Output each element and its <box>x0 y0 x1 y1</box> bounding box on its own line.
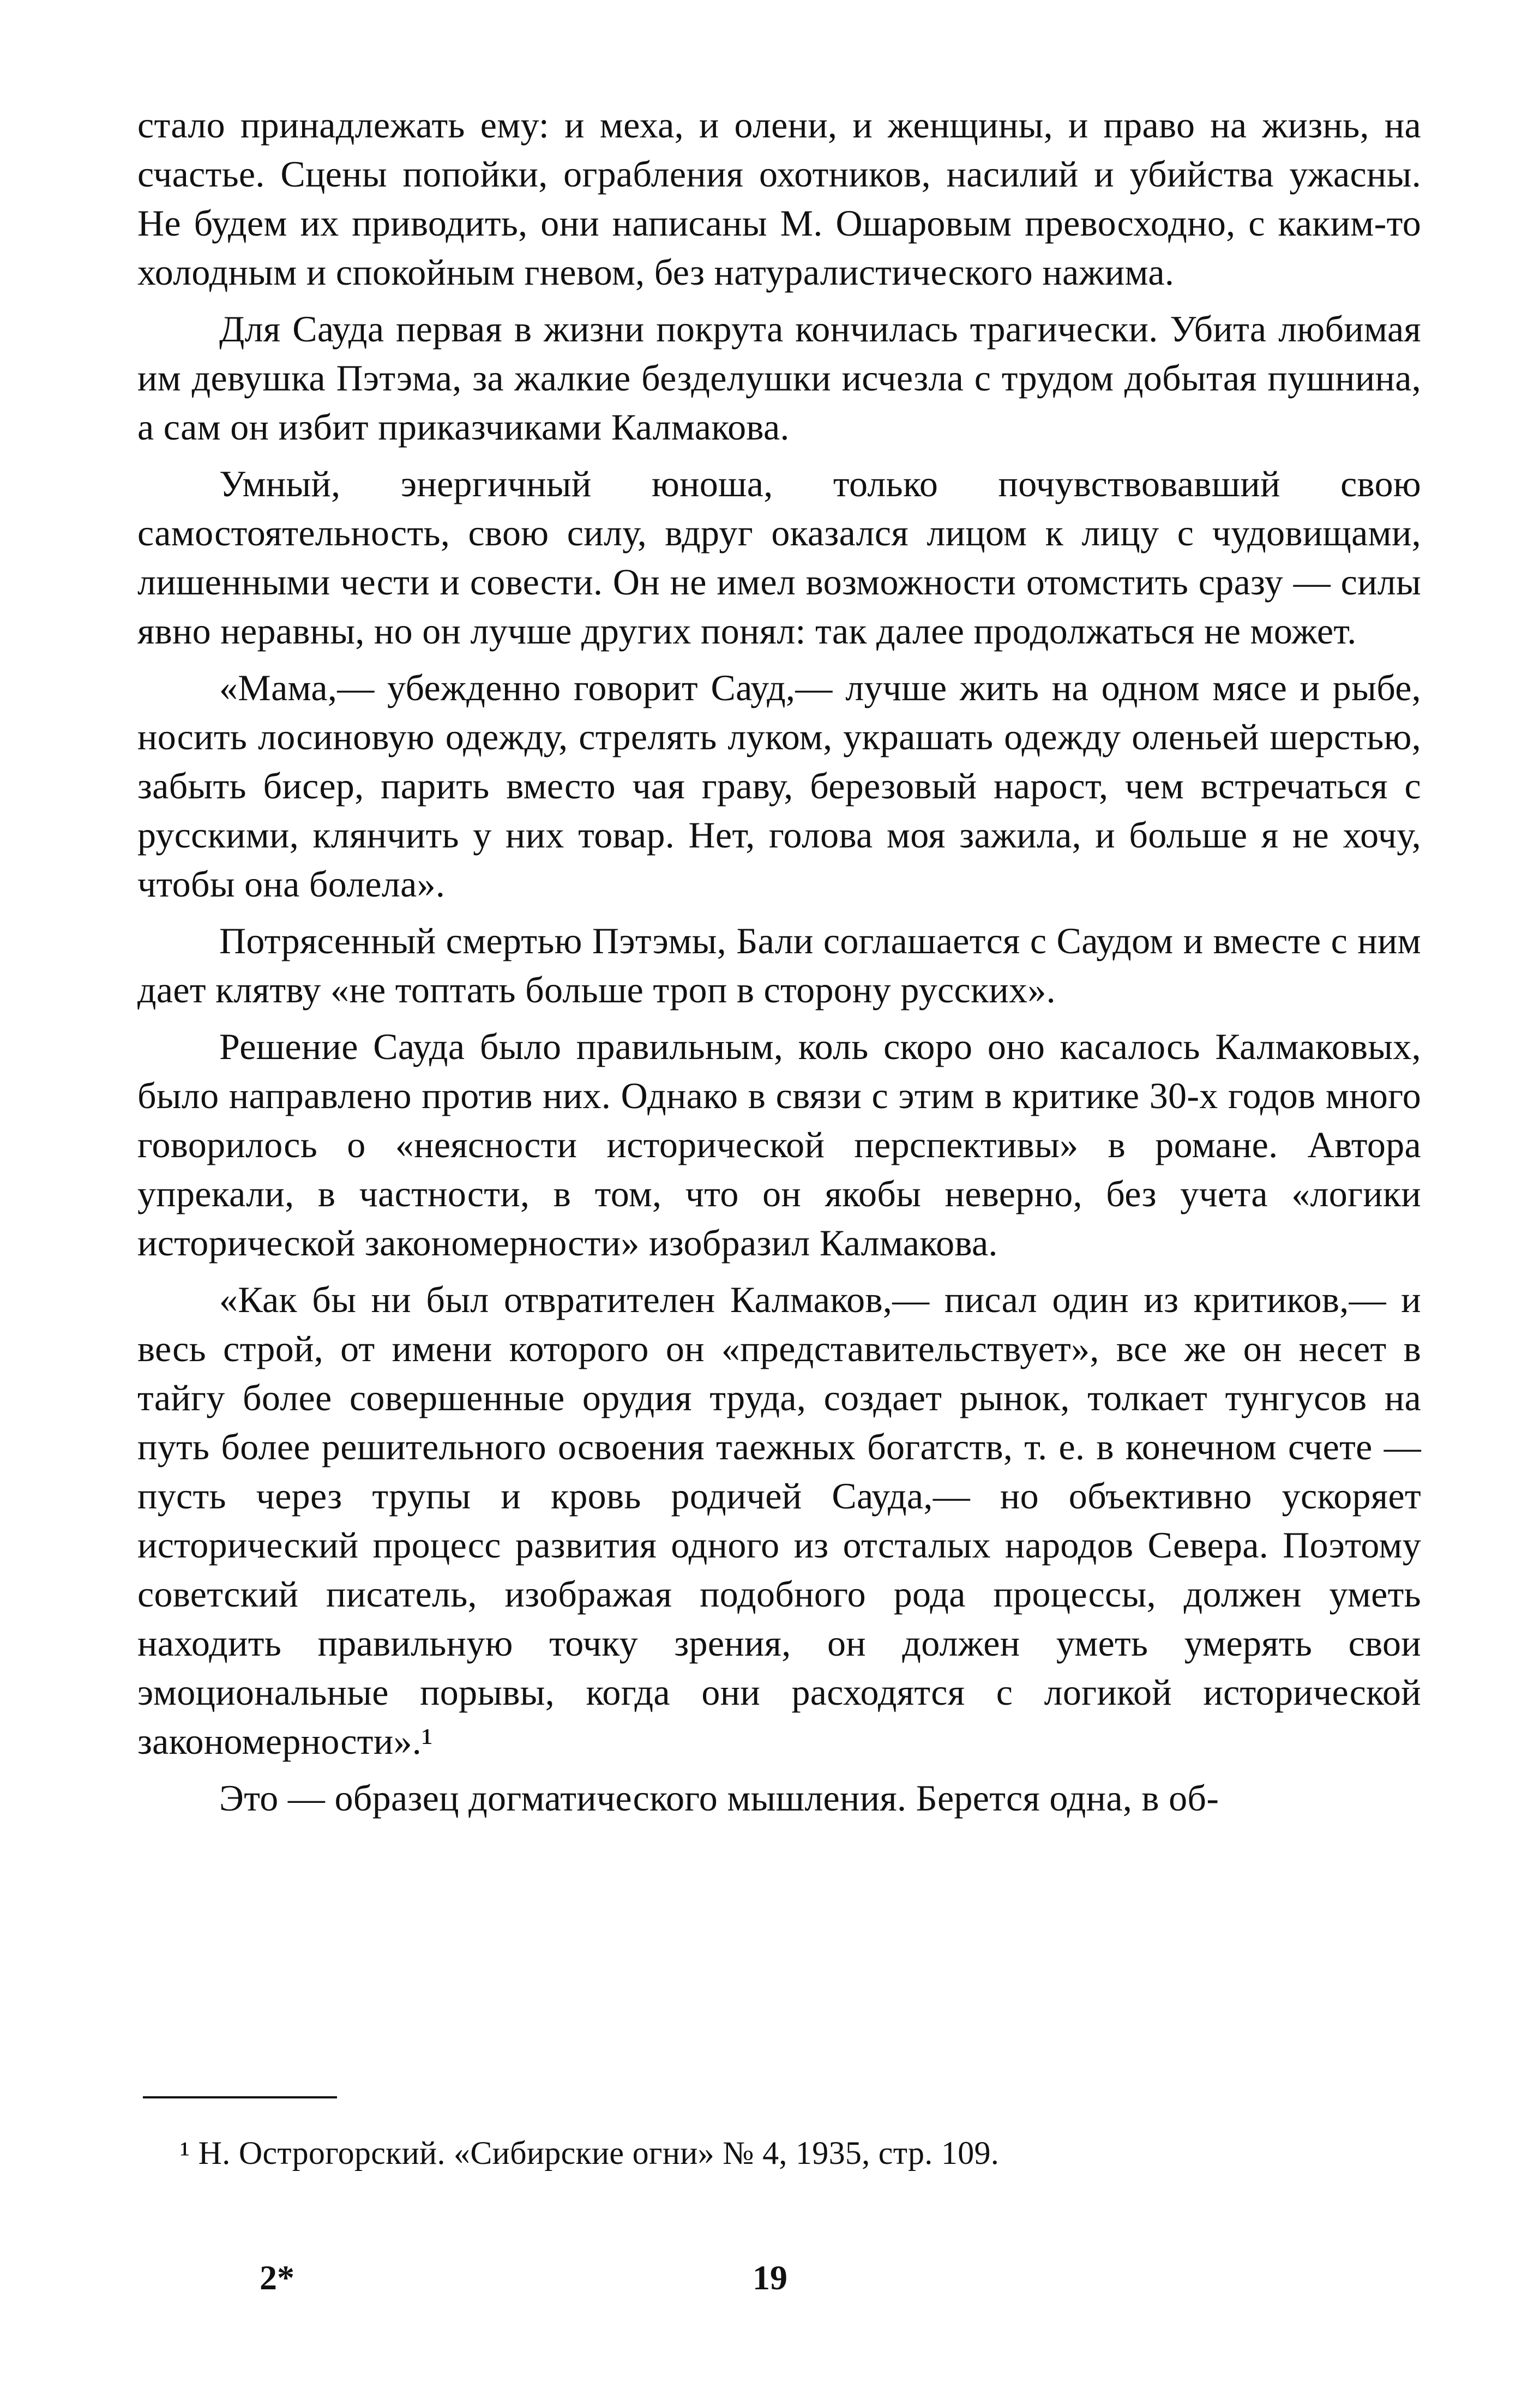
footnote: ¹ Н. Острогорский. «Сибирские огни» № 4, 1935, стр. 109. <box>180 2135 1000 2171</box>
body-text <box>137 100 1421 1822</box>
paragraph-6: Решение Сауда было правильным, коль скоро оно касалось Калмаковых, было направлено против них. Однако в связи с этим в критике 30-х годов много говорилось о «неясности исторической перспективы» в романе. Автора упрекали, в частности, в том, что он якобы неверно, без учета «логики исторической закономерности» изобразил Калмакова. <box>137 1026 1421 1264</box>
paragraph-7: «Как бы ни был отвратителен Калмаков,— писал один из критиков,— и весь строй, от имени которого он «представительствует», все же он несет в тайгу более совершенные орудия труда, создает рынок, толкает тунгусов на путь более решительного освоения таежных богатств, т. е. в конечном счете — пусть через трупы и кровь родичей Сауда,— но объективно ускоряет исторический процесс развития одного из отсталых народов Севера. Поэтому советский писатель, изображая подобного рода процессы, должен уметь находить правильную точку зрения, он должен уметь умерять свои эмоциональные порывы, когда они расходятся с логикой исторической закономерности».¹ <box>137 1279 1421 1762</box>
paragraph-8: Это — образец догматического мышления. Берется одна, в об- <box>219 1777 1219 1819</box>
paragraph-1: стало принадлежать ему: и меха, и олени, и женщины, и право на жизнь, на счастье. Сцены попойки, ограбления охотников, насилий и убийства ужасны. Не будем их приводить, они написаны М. Ошаровым превосходно, с каким-то холодным и спокойным гневом, без натуралистического нажима. <box>137 104 1421 293</box>
paragraph-3: Умный, энергичный юноша, только почувствовавший свою самостоятельность, свою силу, вдруг оказался лицом к лицу с чудовищами, лишенными чести и совести. Он не имел возможности отомстить сразу — силы явно неравны, но он лучше других понял: так далее продолжаться не может. <box>137 463 1421 652</box>
paragraph-4: «Мама,— убежденно говорит Сауд,— лучше жить на одном мясе и рыбе, носить лосиновую одежду, стрелять луком, украшать одежду оленьей шерстью, забыть бисер, парить вместо чая граву, березовый нарост, чем встречаться с русскими, клянчить у них товар. Нет, голова моя зажила, и больше я не хочу, чтобы она болела». <box>137 667 1421 905</box>
paragraph-2: Для Сауда первая в жизни покрута кончилась трагически. Убита любимая им девушка Пэтэма, за жалкие безделушки исчезла с трудом добытая пушнина, а сам он избит приказчиками Калмакова. <box>137 308 1421 448</box>
printer-signature-mark: 2* <box>260 2258 294 2297</box>
footnote-divider <box>143 2096 337 2098</box>
page-number: 19 <box>753 2258 787 2297</box>
paragraph-5: Потрясенный смертью Пэтэмы, Бали соглашается с Саудом и вместе с ним дает клятву «не топтать больше троп в сторону русских». <box>137 920 1421 1010</box>
